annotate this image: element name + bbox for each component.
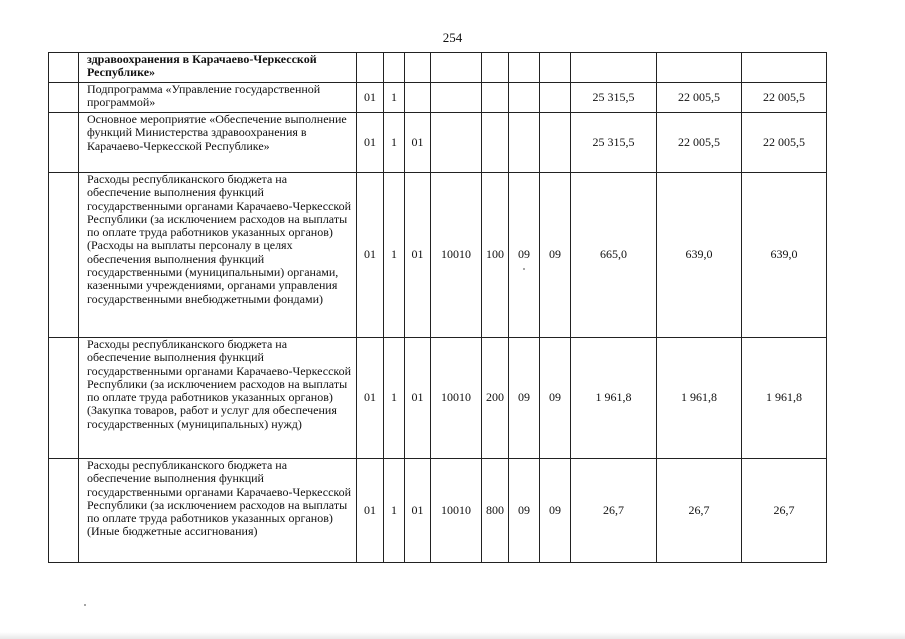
code-cell: 100 [482,173,509,338]
code-cell: 10010 [431,338,482,459]
amount-cell: 665,0 [571,173,657,338]
scan-edge-shadow [0,632,905,639]
code-cell [509,53,540,83]
scan-speck [84,604,86,606]
amount-cell [571,53,657,83]
row-index-cell [49,83,79,113]
amount-cell: 639,0 [657,173,742,338]
row-index-cell [49,459,79,563]
code-cell: 10010 [431,173,482,338]
code-cell: 1 [384,338,405,459]
code-cell [482,53,509,83]
code-cell [431,113,482,173]
amount-cell: 25 315,5 [571,113,657,173]
amount-cell: 26,7 [571,459,657,563]
amount-cell: 26,7 [657,459,742,563]
amount-cell: 1 961,8 [657,338,742,459]
code-cell: 1 [384,173,405,338]
code-cell: 01 [357,83,384,113]
code-cell: 01 [405,113,431,173]
code-cell: 09 [540,459,571,563]
code-cell: 10010 [431,459,482,563]
code-cell: 09 [509,173,540,338]
amount-cell: 22 005,5 [657,83,742,113]
code-cell [357,53,384,83]
amount-cell: 1 961,8 [742,338,827,459]
amount-cell: 639,0 [742,173,827,338]
code-cell [384,53,405,83]
code-cell [482,113,509,173]
code-cell [431,83,482,113]
code-cell [540,113,571,173]
code-cell: 09 [509,459,540,563]
row-name: Расходы республиканского бюджета на обеспечение выполнения функций государственными органами Карачаево-Черкесской Республики (за исключением расходов на выплаты по оплате труда работников указанных органов) (Расходы на выплаты персоналу в целях обеспечения выполнения функций государственными (муниципальными) органами, казенными учреждениями, органами управления государственными внебюджетными фондами) [79,173,357,338]
table-row [49,83,827,113]
table-row [49,338,827,459]
row-index-cell [49,173,79,338]
code-cell [405,83,431,113]
amount-cell [742,53,827,83]
code-cell [509,83,540,113]
code-cell: 01 [405,173,431,338]
amount-cell: 1 961,8 [571,338,657,459]
code-cell [431,53,482,83]
amount-cell: 25 315,5 [571,83,657,113]
row-name: Подпрограмма «Управление государственной программой» [79,83,357,113]
code-cell: 01 [357,113,384,173]
amount-cell: 22 005,5 [742,83,827,113]
table-row [49,53,827,83]
code-cell: 200 [482,338,509,459]
code-cell: 1 [384,113,405,173]
code-cell [540,53,571,83]
scan-speck [523,268,525,270]
code-cell [405,53,431,83]
table-row [49,459,827,563]
amount-cell: 26,7 [742,459,827,563]
amount-cell: 22 005,5 [742,113,827,173]
table-row [49,113,827,173]
amount-cell [657,53,742,83]
row-name: здравоохранения в Карачаево-Черкесской Республике» [79,53,357,83]
row-index-cell [49,338,79,459]
code-cell: 800 [482,459,509,563]
code-cell: 01 [357,173,384,338]
row-name: Расходы республиканского бюджета на обеспечение выполнения функций государственными органами Карачаево-Черкесской Республики (за исключением расходов на выплаты по оплате труда работников указанных органов) (Иные бюджетные ассигнования) [79,459,357,563]
code-cell: 01 [405,459,431,563]
amount-cell: 22 005,5 [657,113,742,173]
row-name: Расходы республиканского бюджета на обеспечение выполнения функций государственными органами Карачаево-Черкесской Республики (за исключением расходов на выплаты по оплате труда работников указанных органов) (Закупка товаров, работ и услуг для обеспечения государственных (муниципальных) нужд) [79,338,357,459]
code-cell: 01 [405,338,431,459]
row-name: Основное мероприятие «Обеспечение выполнение функций Министерства здравоохранения в Карачаево-Черкесской Республике» [79,113,357,173]
code-cell: 01 [357,459,384,563]
code-cell: 09 [540,338,571,459]
code-cell: 09 [540,173,571,338]
table-row [49,173,827,338]
code-cell: 01 [357,338,384,459]
code-cell [540,83,571,113]
code-cell: 1 [384,459,405,563]
budget-table [48,52,827,563]
code-cell: 09 [509,338,540,459]
row-index-cell [49,53,79,83]
row-index-cell [49,113,79,173]
page-number: 254 [442,30,463,45]
code-cell [482,83,509,113]
code-cell [509,113,540,173]
code-cell: 1 [384,83,405,113]
